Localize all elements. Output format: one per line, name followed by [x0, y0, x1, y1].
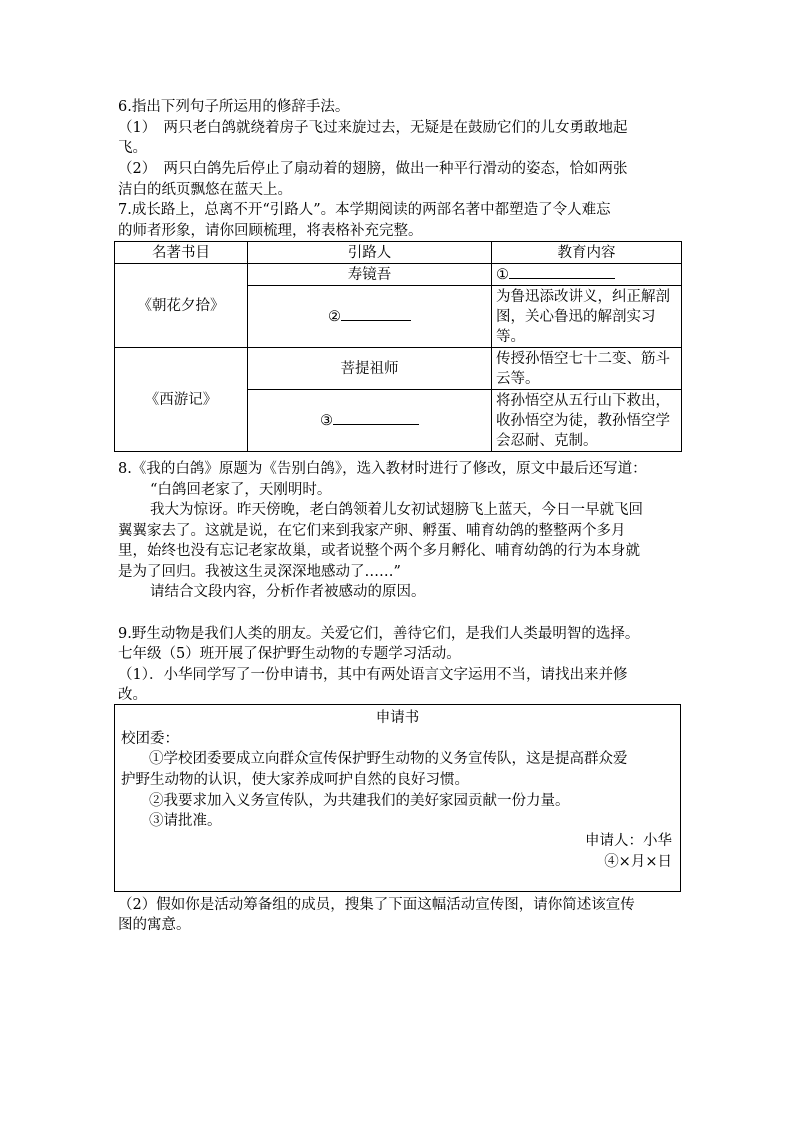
content-tangseng: 将孙悟空从五行山下救出，收孙悟空为徒，教孙悟空学会忍耐、克制。 [492, 390, 682, 452]
letter-date: ④×月×日 [604, 854, 672, 870]
q9-prompt: 9.野生动物是我们人类的朋友。关爱它们，善待它们，是我们人类最明智的选择。 [118, 626, 640, 642]
q6-sentence-2: （2） 两只白鸽先后停止了扇动着的翅膀，做出一种平行滑动的姿态，恰如两张 [118, 161, 628, 177]
q6-sentence-2-cont: 洁白的纸页飘悠在蓝天上。 [118, 182, 292, 198]
letter-paragraph-2: ②我要求加入义务宣传队，为共建我们的美好家园贡献一份力量。 [149, 793, 570, 809]
mentor-table [114, 241, 682, 452]
guide-shoujingwu: 寿镜吾 [248, 264, 492, 286]
letter-signature: 申请人：小华 [585, 833, 672, 849]
q8-passage-2: 翼翼家去了。这就是说，在它们来到我家产卵、孵蛋、哺育幼鸽的整整两个多月 [118, 523, 626, 539]
q9-sub1-cont: 改。 [118, 687, 147, 703]
content-fujino: 为鲁迅添改讲义，纠正解剖图，关心鲁迅的解剖实习等。 [492, 286, 682, 348]
letter-recipient: 校团委： [121, 731, 179, 747]
table-row [115, 264, 682, 286]
letter-title: 申请书 [375, 710, 420, 726]
q8-quote-line: “白鸽回老家了，天刚明时。 [150, 482, 332, 498]
guide-blank-3[interactable]: ③ [248, 390, 492, 452]
q8-passage-3: 里，始终也没有忘记老家故巢，或者说整个两个多月孵化、哺育幼鸽的行为本身就 [118, 543, 640, 559]
q9-sub2-cont: 图的寓意。 [118, 917, 191, 933]
letter-paragraph-3: ③请批准。 [149, 813, 222, 829]
guide-blank-2[interactable]: ② [248, 286, 492, 348]
q8-task: 请结合文段内容，分析作者被感动的原因。 [150, 584, 426, 600]
q7-prompt-cont: 的师者形象，请你回顾梳理，将表格补充完整。 [118, 223, 423, 239]
application-letter-box [114, 704, 681, 892]
table-header-row [115, 242, 682, 264]
table-row [115, 348, 682, 390]
content-puti: 传授孙悟空七十二变、筋斗云等。 [492, 348, 682, 390]
header-guide: 引路人 [248, 242, 492, 264]
header-content: 教育内容 [492, 242, 682, 264]
q8-prompt: 8.《我的白鸽》原题为《告别白鸽》，选入教材时进行了修改，原文中最后还写道： [118, 461, 647, 477]
q6-title: 6.指出下列句子所运用的修辞手法。 [118, 99, 350, 115]
book-zhaohua: 《朝花夕拾》 [115, 264, 248, 348]
letter-paragraph-1: ①学校团委要成立向群众宣传保护野生动物的义务宣传队，这是提高群众爱 [149, 751, 628, 767]
q9-prompt-cont: 七年级（5）班开展了保护野生动物的专题学习活动。 [118, 646, 461, 662]
book-xiyouji: 《西游记》 [115, 348, 248, 452]
q8-passage-1: 我大为惊讶。昨天傍晚，老白鸽领着儿女初试翅膀飞上蓝天，今日一早就飞回 [150, 502, 643, 518]
q6-sentence-1: （1） 两只老白鸽就绕着房子飞过来旋过去，无疑是在鼓励它们的儿女勇敢地起 [118, 120, 628, 136]
q9-sub2: （2）假如你是活动筹备组的成员，搜集了下面这幅活动宣传图，请你简述该宣传 [118, 897, 635, 913]
q9-sub1: （1）．小华同学写了一份申请书，其中有两处语言文字运用不当，请找出来并修 [118, 667, 628, 683]
q8-passage-4: 是为了回归。我被这生灵深深地感动了……” [118, 564, 401, 580]
q6-sentence-1-cont: 飞。 [118, 140, 147, 156]
content-blank-1[interactable]: ① [492, 264, 682, 286]
guide-puti: 菩提祖师 [248, 348, 492, 390]
q7-prompt: 7.成长路上，总离不开“引路人”。本学期阅读的两部名著中都塑造了令人难忘 [118, 202, 611, 218]
letter-paragraph-1-cont: 护野生动物的认识，使大家养成呵护自然的良好习惯。 [121, 772, 469, 788]
header-book: 名著书目 [115, 242, 248, 264]
